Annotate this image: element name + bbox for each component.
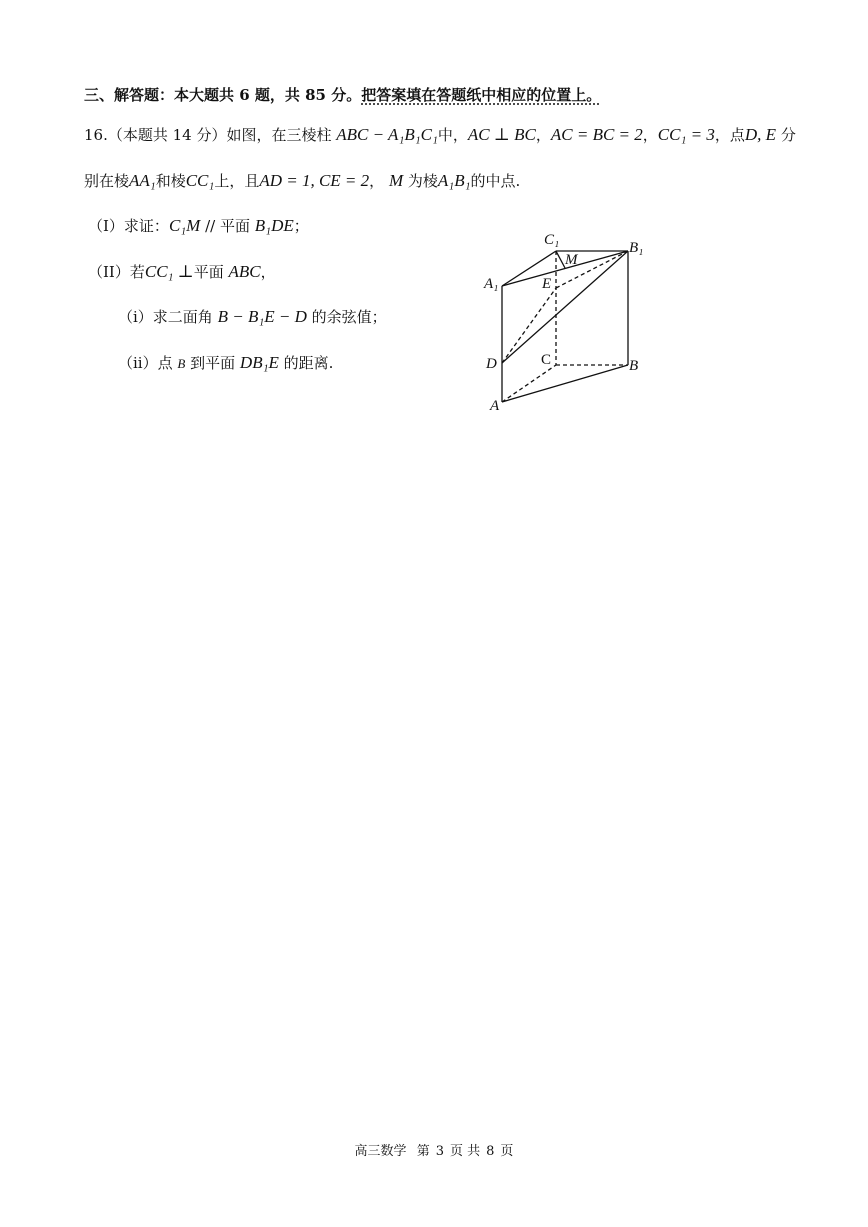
footer-page-mid: 页 共 bbox=[450, 1144, 481, 1159]
part-1-label: （I）求证： bbox=[88, 217, 169, 235]
edge-a-b bbox=[502, 365, 628, 402]
problem-number: 16. bbox=[84, 126, 108, 144]
problem-intro: 如图，在三棱柱 bbox=[226, 126, 332, 144]
subpart-ii-mid: 到平面 bbox=[190, 354, 236, 372]
text: 别在棱 bbox=[84, 172, 130, 190]
subpart-i bbox=[118, 306, 387, 327]
label-e: E bbox=[542, 276, 552, 292]
label-a: A bbox=[490, 398, 500, 414]
text-in: 中， bbox=[437, 126, 468, 144]
part-2-label: （II）若 bbox=[88, 263, 145, 281]
section-heading bbox=[84, 84, 601, 105]
subpart-ii-expr: DB₁E bbox=[239, 353, 279, 372]
subpart-ii-point: B bbox=[177, 356, 186, 371]
label-a1: A₁ bbox=[484, 276, 499, 292]
label-d: D bbox=[486, 356, 497, 372]
page-footer bbox=[0, 1140, 868, 1159]
text-point: ，点 bbox=[714, 126, 745, 144]
part-2-expr1: CC₁ ⊥ bbox=[144, 262, 194, 281]
text: 的中点. bbox=[470, 172, 521, 190]
subpart-ii bbox=[118, 352, 333, 373]
points-de: D, E bbox=[744, 125, 777, 144]
label-m: M bbox=[565, 252, 578, 268]
cond-ad-ce: AD = 1, CE = 2 bbox=[259, 171, 370, 190]
label-b1: B₁ bbox=[629, 240, 644, 256]
part-2 bbox=[88, 261, 276, 282]
sep: ， bbox=[535, 126, 551, 144]
part-2-expr2: ABC bbox=[228, 262, 261, 281]
problem-line-1 bbox=[84, 124, 796, 145]
prism-figure bbox=[470, 220, 660, 420]
part-1 bbox=[88, 215, 309, 236]
edge-a1b1: A₁B₁ bbox=[437, 171, 471, 190]
edge-aa1: AA₁ bbox=[129, 171, 156, 190]
subpart-ii-label: （ii）点 bbox=[118, 354, 173, 372]
footer-page-suffix: 页 bbox=[500, 1144, 514, 1159]
label-c: C bbox=[541, 352, 552, 368]
edge-cc1: CC₁ bbox=[185, 171, 215, 190]
section-heading-emphasis: 把答案填在答题纸中相应的位置上。 bbox=[361, 86, 602, 104]
problem-points: （本题共 14 分） bbox=[107, 126, 227, 144]
sep: ， bbox=[642, 126, 658, 144]
part-2-mid: 平面 bbox=[193, 263, 224, 281]
label-c1: C₁ bbox=[544, 232, 560, 248]
text: 上，且 bbox=[214, 172, 260, 190]
text: 为棱 bbox=[407, 172, 438, 190]
cond-cc1: CC₁ = 3 bbox=[657, 125, 715, 144]
part-1-parallel: // 平面 bbox=[200, 217, 255, 235]
text-fen: 分 bbox=[780, 126, 796, 144]
subpart-i-label: （i）求二面角 bbox=[118, 308, 213, 326]
footer-page-prefix: 第 bbox=[416, 1144, 430, 1159]
subpart-i-expr: B − B₁E − D bbox=[217, 307, 307, 326]
cond-perp: AC ⊥ BC bbox=[467, 125, 536, 144]
footer-total-pages: 8 bbox=[486, 1144, 495, 1159]
problem-line-2 bbox=[84, 170, 520, 191]
cond-equal-sides: AC = BC = 2 bbox=[550, 125, 643, 144]
part-1-end: ； bbox=[293, 217, 309, 235]
section-heading-text: 三、解答题：本大题共 6 题，共 85 分。 bbox=[84, 86, 362, 104]
text: ， bbox=[369, 172, 385, 190]
label-b: B bbox=[629, 358, 639, 374]
subpart-ii-end: 的距离. bbox=[283, 354, 334, 372]
text: 和棱 bbox=[155, 172, 186, 190]
prism-name: ABC − A₁B₁C₁ bbox=[336, 125, 438, 144]
footer-subject: 高三数学 bbox=[354, 1144, 407, 1159]
point-m: M bbox=[388, 171, 404, 190]
part-1-expr2: B₁DE bbox=[254, 216, 294, 235]
edge-a-c-dashed bbox=[502, 365, 556, 402]
part-1-expr1: C₁M bbox=[168, 216, 201, 235]
subpart-i-end: 的余弦值； bbox=[311, 308, 387, 326]
segment-c1-m bbox=[556, 251, 565, 268]
footer-page-number: 3 bbox=[435, 1144, 444, 1159]
part-2-end: ， bbox=[260, 263, 276, 281]
